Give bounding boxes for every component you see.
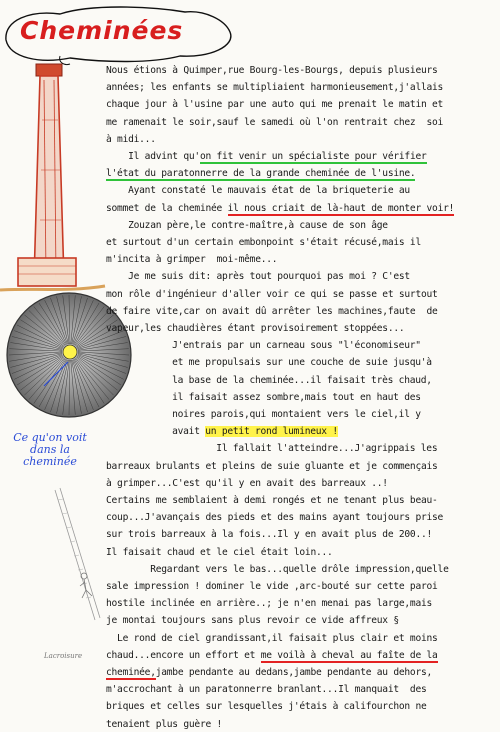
sky-circle-icon [63, 345, 77, 359]
text-segment: Je me suis dit: après tout pourquoi pas moi ? C'est [106, 271, 410, 283]
text-line [106, 288, 438, 302]
text-line [150, 408, 421, 422]
text-segment: briques et celles sur lesquelles j'étais à califourchon ne [106, 701, 427, 713]
highlighted-phrase: me voilà à cheval au faîte de la [260, 649, 438, 661]
text-segment: années; les enfants se multipliaient harmonieusement,j'allais [106, 82, 444, 94]
text-segment: me ramenait le soir,sauf le samedi où l'on rentrait chez soi [106, 116, 444, 128]
ladder-sketch [0, 480, 110, 640]
text-line [106, 116, 443, 130]
page-title: Cheminées [20, 16, 184, 45]
text-segment: m'incita à grimper moi-même... [106, 254, 278, 266]
text-segment: et me propulsais sur une couche de suie jusqu'à [150, 357, 432, 369]
text-line [106, 511, 443, 525]
text-segment: sale impression ! dominer le vide ,arc-bouté sur cette paroi [106, 581, 438, 592]
text-line [150, 374, 432, 388]
text-line [106, 98, 443, 112]
text-segment: je montai toujours sans plus revoir ce vide affreux § [106, 615, 399, 627]
caption-line: dans la [30, 443, 70, 456]
text-segment: Certains me semblaient à demi rongés et ne tenant plus beau- [106, 495, 438, 506]
text-segment: Il faisait chaud et le ciel était loin... [106, 546, 333, 558]
text-segment: à midi... [106, 133, 156, 145]
highlighted-phrase: un petit rond lumineux ! [205, 426, 338, 438]
text-segment: sur trois barreaux à la fois...Il y en avait plus de 200..! [106, 529, 433, 541]
text-segment: avait [150, 426, 206, 438]
text-line [106, 167, 415, 181]
text-line [106, 322, 404, 336]
text-segment: la base de la cheminée...il faisait très chaud, [150, 374, 432, 386]
caption-line: cheminée [23, 455, 77, 468]
highlighted-phrase: l'état du paratonnerre de la grande cheminée de l'usine. [106, 168, 416, 180]
text-line [106, 81, 443, 95]
text-segment: chaud...encore un effort et [106, 649, 261, 661]
text-segment: hostile inclinée en arrière..; je n'en menai pas large,mais [106, 598, 433, 610]
text-segment: jambe pendante au dedans,jambe pendante au dehors, [155, 667, 433, 678]
text-line [106, 150, 427, 164]
text-segment: et surtout d'un certain embonpoint s'était récusé,mais il [106, 237, 421, 248]
text-line [106, 236, 421, 250]
text-segment: Nous étions à Quimper,rue Bourg-les-Bourgs, depuis plusieurs [106, 65, 438, 76]
text-line [106, 649, 438, 663]
text-line [106, 718, 222, 732]
text-line [106, 133, 156, 147]
text-line [106, 253, 277, 267]
text-segment: vapeur,les chaudières étant provisoirement stoppées... [106, 323, 405, 334]
text-line [106, 614, 399, 628]
text-line [106, 666, 432, 680]
text-line [106, 270, 410, 284]
text-line [106, 683, 427, 697]
text-line [106, 597, 432, 611]
text-line [150, 391, 421, 405]
text-segment: coup...J'avançais des pieds et des mains ayant toujours prise [106, 512, 444, 524]
highlighted-phrase: on fit venir un spécialiste pour vérifier [199, 151, 427, 162]
text-line [106, 477, 388, 491]
text-line [106, 700, 427, 714]
text-line [106, 494, 438, 508]
text-line [106, 219, 388, 233]
text-segment: m'accrochant à un paratonnerre branlant...Il manquait des [106, 684, 427, 696]
text-segment: de faire vite,car on avait dû arrêter les machines,faute de [106, 305, 438, 317]
text-segment: à grimper...C'est qu'il y en avait des barreaux ..! [106, 477, 388, 489]
text-segment: barreaux brulants et pleins de suie gluante et je commençais [106, 460, 438, 472]
text-segment: il faisait assez sombre,mais tout en haut des [150, 391, 421, 403]
text-line [106, 305, 438, 319]
caption-line: Ce qu'on voit [13, 431, 87, 444]
chimney-drawing [0, 60, 110, 300]
text-segment: chaque jour à l'usine par une auto qui me prenait le matin et [106, 99, 444, 111]
text-line [106, 460, 438, 474]
text-segment: Zouzan père,le contre-maître,à cause de son âge [106, 219, 388, 231]
text-line [106, 528, 432, 542]
text-segment: Le rond de ciel grandissant,il faisait plus clair et moins [106, 632, 438, 644]
text-segment: J'entrais par un carneau sous "l'économiseur" [150, 340, 421, 352]
text-segment: mon rôle d'ingénieur d'aller voir ce qui se passe et surtout [106, 288, 438, 300]
text-line [106, 546, 333, 560]
text-segment: sommet de la cheminée [106, 202, 228, 214]
drawing-caption [0, 432, 100, 468]
highlighted-phrase: il nous criait de là-haut de monter voir! [227, 202, 455, 214]
text-line [106, 184, 410, 198]
artist-signature: Lacroisure [44, 652, 83, 660]
text-line [150, 442, 437, 456]
text-segment: noires parois,qui montaient vers le ciel,il y [150, 409, 421, 420]
text-line [106, 580, 438, 594]
text-line [150, 339, 421, 353]
text-segment: tenaient plus guère ! [106, 718, 223, 730]
highlighted-phrase: cheminée, [106, 667, 156, 678]
text-segment: Ayant constaté le mauvais état de la briqueterie au [106, 185, 410, 197]
text-segment: Regardant vers le bas...quelle drôle impression,quelle [106, 563, 449, 575]
text-line [150, 425, 338, 439]
text-line [150, 356, 432, 370]
text-line [106, 202, 454, 216]
text-segment: Il advint qu' [106, 151, 200, 162]
text-line [106, 632, 438, 646]
text-line [106, 64, 438, 78]
text-line [106, 563, 449, 577]
text-segment: Il fallait l'atteindre...J'agrippais les [150, 443, 438, 455]
